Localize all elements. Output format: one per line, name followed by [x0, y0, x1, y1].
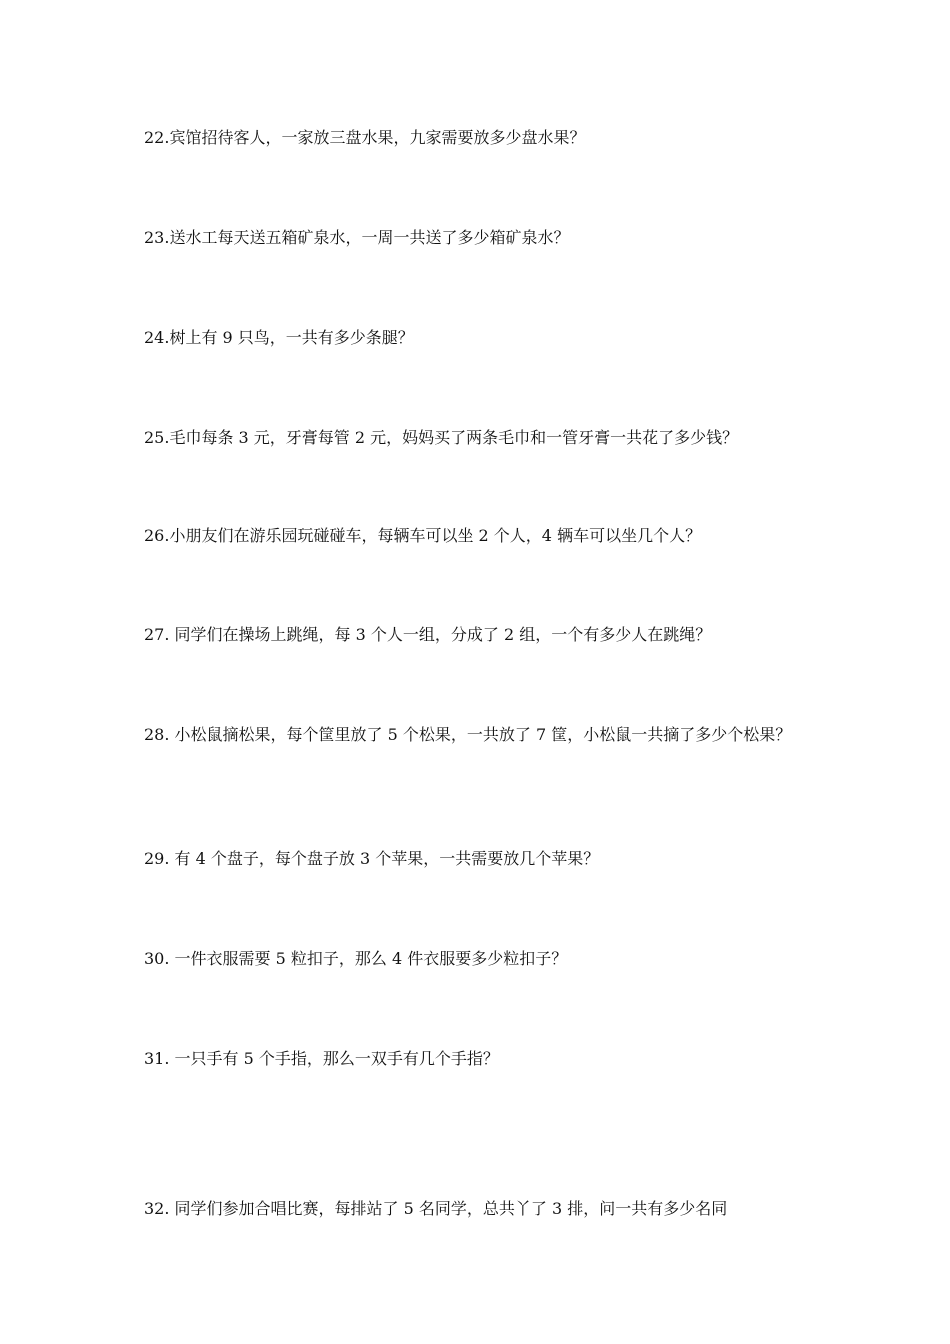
question-24: 24.树上有 9 只鸟，一共有多少条腿？ — [144, 328, 414, 347]
question-26: 26.小朋友们在游乐园玩碰碰车，每辆车可以坐 2 个人，4 辆车可以坐几个人？ — [144, 526, 702, 545]
question-31: 31. 一只手有 5 个手指，那么一双手有几个手指？ — [144, 1049, 499, 1068]
question-28: 28. 小松鼠摘松果，每个筐里放了 5 个松果，一共放了 7 筐，小松鼠一共摘了多少个松果？ — [144, 725, 792, 744]
question-22: 22.宾馆招待客人，一家放三盘水果，九家需要放多少盘水果？ — [144, 128, 586, 147]
question-25: 25.毛巾每条 3 元，牙膏每管 2 元，妈妈买了两条毛巾和一管牙膏一共花了多少钱？ — [144, 428, 739, 447]
question-27: 27. 同学们在操场上跳绳，每 3 个人一组，分成了 2 组，一个有多少人在跳绳？ — [144, 625, 712, 644]
question-29: 29. 有 4 个盘子，每个盘子放 3 个苹果，一共需要放几个苹果？ — [144, 849, 600, 868]
question-32: 32. 同学们参加合唱比赛，每排站了 5 名同学，总共丫了 3 排，问一共有多少名同 — [144, 1199, 728, 1218]
question-23: 23.送水工每天送五箱矿泉水，一周一共送了多少箱矿泉水？ — [144, 228, 570, 247]
question-30: 30. 一件衣服需要 5 粒扣子，那么 4 件衣服要多少粒扣子？ — [144, 949, 568, 968]
